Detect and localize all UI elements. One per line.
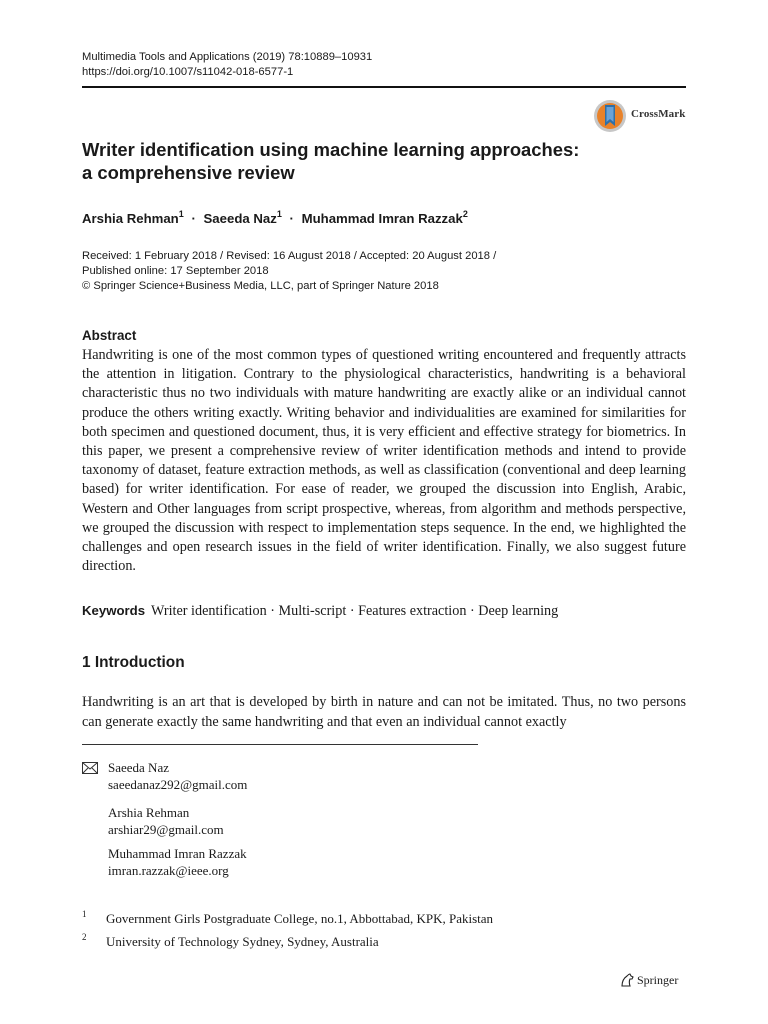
publisher-name: Springer	[637, 973, 679, 987]
doi-link[interactable]: https://doi.org/10.1007/s11042-018-6577-1	[82, 66, 294, 78]
contact	[108, 846, 247, 879]
author-list	[82, 209, 468, 226]
author-affiliation-ref: 2	[462, 209, 468, 219]
springer-horse-icon	[619, 972, 635, 988]
contact-name: Muhammad Imran Razzak	[108, 846, 247, 861]
copyright-line: © Springer Science+Business Media, LLC, part of Springer Nature 2018	[82, 280, 439, 292]
dates-received-line: Received: 1 February 2018 / Revised: 16 August 2018 / Accepted: 20 August 2018 /	[82, 250, 497, 262]
header-rule	[82, 86, 686, 88]
introduction-text: Handwriting is an art that is developed by birth in nature and can not be imitated. Thus, no two persons can generate exactly the same handwriting and that even an individual cannot exactly	[82, 694, 686, 730]
dates-published-line: Published online: 17 September 2018	[82, 265, 269, 277]
abstract-text: Handwriting is one of the most common types of questioned writing encountered and frequently attracts the attention in litigation. Contrary to the physiological characteristics, handwriting is a behavioral characteristic thus no two individuals with mature handwriting are exactly alike or an individual cannot produce the others writing exactly. Writing behavior and individualities are examined for similarities for both specimen and questioned document, thus, it is very efficient and effective strategy for biometrics. In this paper, we present a comprehensive review of writer identification methods and intend to provide taxonomy of dataset, feature extraction methods, as well as classification (conventional and deep learning based) for writer identification. For ease of reader, we grouped the discussion into English, Arabic, Western and Other languages from script prospective, whereas, from algorithm and methods perspective, we grouped the discussion with respect to implementation steps sequence. In the end, we highlighted the challenges and open research issues in the field of writer identification. Finally, we also suggest future direction.	[82, 347, 686, 575]
author-affiliation-ref: 1	[276, 209, 282, 219]
contact-email[interactable]: saeedanaz292@gmail.com	[108, 776, 248, 792]
crossmark-label: CrossMark	[631, 108, 686, 120]
abstract-heading: Abstract	[82, 328, 137, 343]
keywords-text: Writer identification · Multi-script · Features extraction · Deep learning	[151, 603, 559, 619]
affiliation-number: 2	[82, 932, 87, 942]
contact-name: Arshia Rehman	[108, 805, 190, 820]
contact	[108, 805, 224, 838]
author-separator: ·	[191, 211, 196, 226]
title-line-2: a comprehensive review	[82, 162, 295, 183]
affiliation-text: University of Technology Sydney, Sydney, Australia	[106, 934, 379, 949]
keywords-label: Keywords	[82, 603, 146, 618]
author-name: Arshia Rehman	[82, 211, 179, 226]
author-name: Saeeda Naz	[203, 211, 277, 226]
contact-name: Saeeda Naz	[108, 760, 169, 775]
author-separator: ·	[289, 211, 294, 226]
journal-citation	[82, 50, 372, 80]
affiliation-number: 1	[82, 909, 87, 919]
envelope-icon	[82, 762, 98, 774]
article-title	[82, 138, 686, 184]
affiliation-text: Government Girls Postgraduate College, no.1, Abbottabad, KPK, Pakistan	[106, 911, 494, 926]
contact-email[interactable]: arshiar29@gmail.com	[108, 821, 224, 837]
contact-email[interactable]: imran.razzak@ieee.org	[108, 862, 229, 878]
crossmark-icon	[592, 98, 628, 134]
title-line-1: Writer identification using machine learning approaches:	[82, 139, 580, 160]
author-name: Muhammad Imran Razzak	[301, 211, 463, 226]
keywords	[82, 603, 558, 620]
contact-corresponding	[108, 760, 247, 793]
section-heading-introduction: 1 Introduction	[82, 654, 185, 671]
author-affiliation-ref: 1	[178, 209, 184, 219]
article-dates	[82, 249, 496, 294]
journal-line: Multimedia Tools and Applications (2019) 78:10889–10931	[82, 51, 373, 63]
footnote-rule	[82, 744, 478, 745]
